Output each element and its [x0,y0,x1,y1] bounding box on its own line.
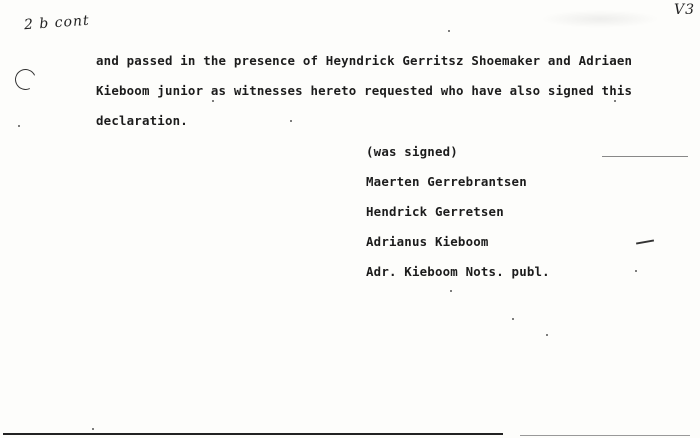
handwritten-note-left: 2 b cont [23,12,91,34]
scan-speck [635,270,637,272]
signature-line: Adrianus Kieboom [366,234,489,249]
body-line: declaration. [96,113,188,128]
scan-speck [290,120,292,122]
scan-speck [546,334,548,336]
scan-speck [92,428,94,430]
body-line: and passed in the presence of Heyndrick Gerritsz Shoemaker and Adriaen [96,53,633,68]
signed-label: (was signed) [366,144,458,159]
scan-speck [212,100,214,102]
margin-dash [636,239,654,244]
scan-speck [448,30,450,32]
signature-line: Maerten Gerrebrantsen [366,174,527,189]
scan-smudge [540,10,660,28]
scan-speck [450,290,452,292]
scan-speck [18,125,20,127]
bottom-edge-rule [3,433,503,435]
handwritten-note-right: V3 [674,2,696,18]
punch-hole-icon [12,66,39,93]
notary-signature-line: Adr. Kieboom Nots. publ. [366,264,550,279]
margin-rule [602,156,688,157]
scan-speck [614,100,616,102]
bottom-edge-rule-faint [520,435,690,436]
body-line: Kieboom junior as witnesses hereto requested who have also signed this [96,83,633,98]
scan-speck [512,318,514,320]
signature-line: Hendrick Gerretsen [366,204,504,219]
